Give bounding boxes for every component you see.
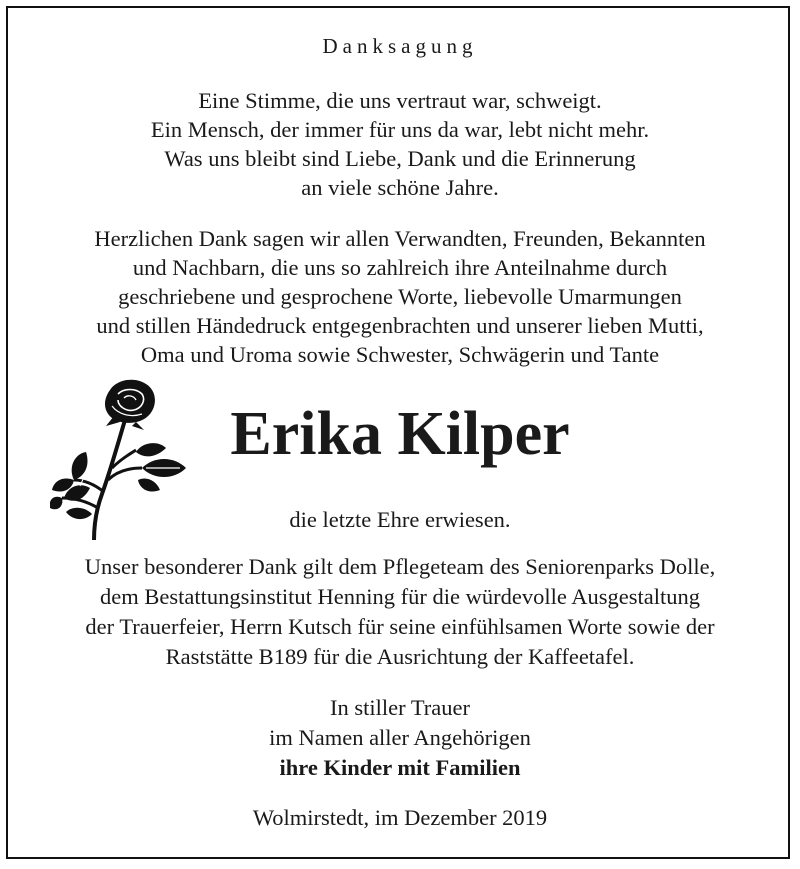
notice-heading: Danksagung [322, 34, 478, 58]
poem-line: Ein Mensch, der immer für uns da war, lebt nicht mehr. [150, 117, 650, 142]
poem-line: Was uns bleibt sind Liebe, Dank und die Erinnerung [164, 146, 636, 171]
special-thanks-line: der Trauerfeier, Herrn Kutsch für seine einfühlsamen Worte sowie der [85, 614, 715, 639]
special-thanks-line: Raststätte B189 für die Ausrichtung der Kaffeetafel. [165, 644, 635, 669]
thanks-line: Oma und Uroma sowie Schwester, Schwägerin und Tante [140, 342, 660, 367]
special-thanks-line: Unser besonderer Dank gilt dem Pflegeteam des Seniorenparks Dolle, [84, 554, 716, 579]
deceased-name: Erika Kilper [230, 400, 570, 468]
thanks-line: und stillen Händedruck entgegenbrachten und unserer lieben Mutti, [96, 313, 704, 338]
mourning-line: im Namen aller Angehörigen [269, 725, 531, 750]
thanks-line: Herzlichen Dank sagen wir allen Verwandten, Freunden, Bekannten [94, 226, 706, 251]
honor-line: die letzte Ehre erwiesen. [289, 507, 511, 532]
special-thanks-line: dem Bestattungsinstitut Henning für die würdevolle Ausgestaltung [100, 584, 700, 609]
place-date: Wolmirstedt, im Dezember 2019 [252, 805, 548, 830]
mourning-line: In stiller Trauer [330, 695, 470, 720]
signature-line: ihre Kinder mit Familien [279, 755, 521, 780]
poem-line: Eine Stimme, die uns vertraut war, schweigt. [198, 88, 602, 113]
thanks-line: geschriebene und gesprochene Worte, liebevolle Umarmungen [118, 284, 682, 309]
thanks-line: und Nachbarn, die uns so zahlreich ihre Anteilnahme durch [132, 255, 668, 280]
poem-line: an viele schöne Jahre. [301, 175, 499, 200]
